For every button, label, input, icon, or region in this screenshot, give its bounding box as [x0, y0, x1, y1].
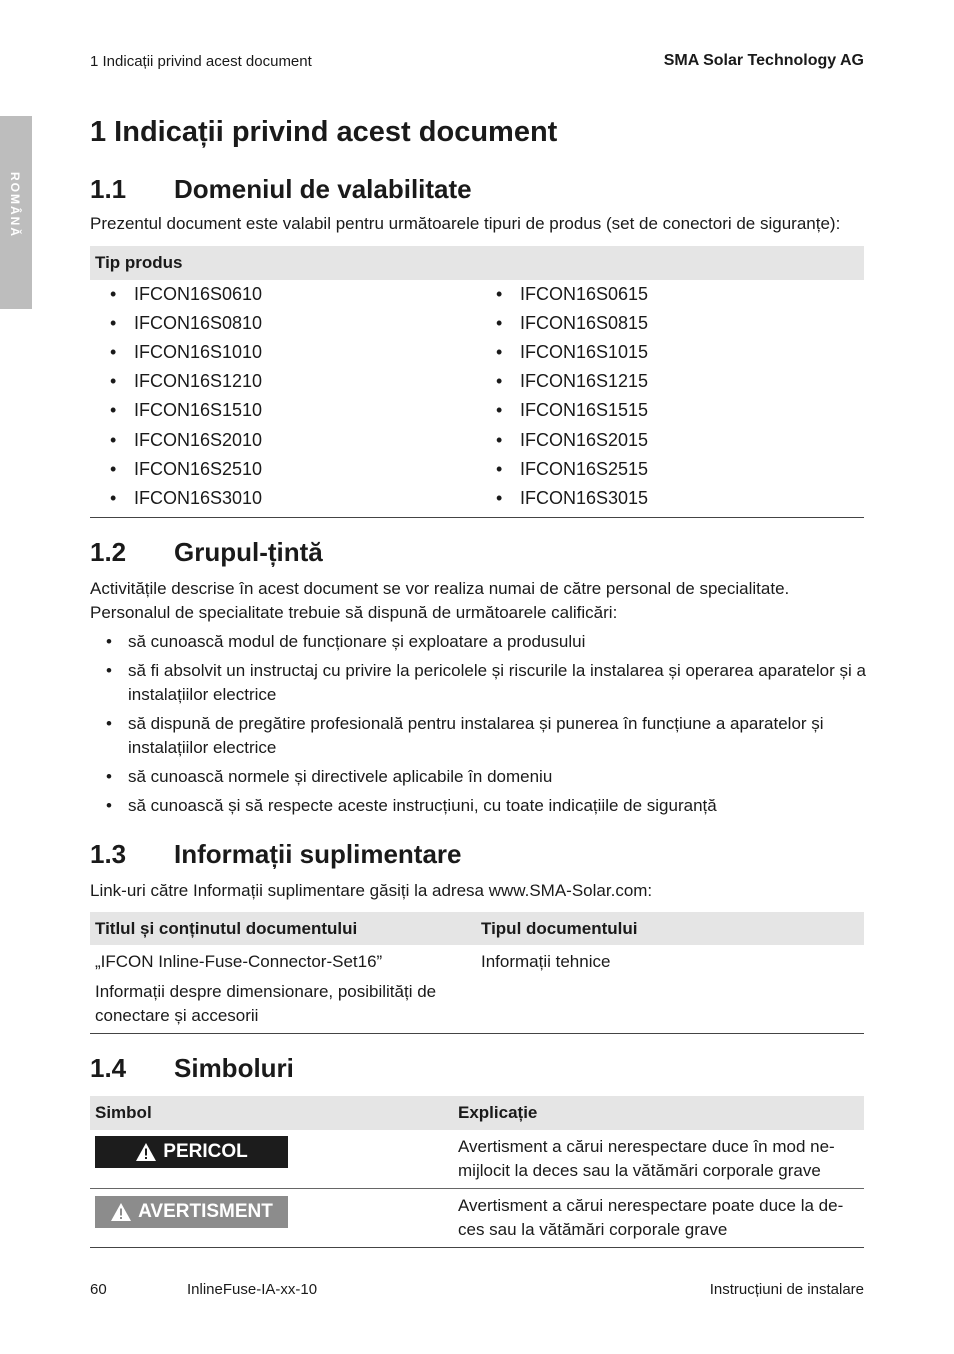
section-1-2-para1: Activitățile descrise în acest document se vor realiza numai de către personal de specialitate.	[90, 579, 790, 598]
section-1-2-heading	[90, 537, 323, 568]
product-code: IFCON16S1515	[520, 400, 649, 421]
symbols-row-rule	[90, 1188, 864, 1189]
symbols-col-explanation: Explicație	[458, 1103, 538, 1122]
document-name: „IFCON Inline-Fuse-Connector-Set16”	[95, 952, 383, 971]
list-item: • să fi absolvit un instructaj cu privire la pericolele și riscurile la instalarea și operarea aparatelor și a instalațiilor electrice	[106, 661, 866, 704]
product-code: IFCON16S1015	[520, 342, 649, 363]
running-header-company: SMA Solar Technology AG	[663, 52, 864, 69]
footer-doc-id: InlineFuse-IA-xx-10	[187, 1281, 318, 1298]
chapter-title: 1 Indicații privind acest document	[90, 116, 558, 148]
symbols-table-rule	[90, 1247, 864, 1248]
language-tab	[0, 116, 32, 309]
product-code: IFCON16S1010	[134, 342, 263, 363]
list-item: • să cunoască normele și directivele aplicabile în domeniu	[106, 767, 553, 786]
warning-triangle-icon	[110, 1202, 132, 1222]
product-code: IFCON16S0610	[134, 284, 263, 304]
product-code: IFCON16S2015	[520, 429, 649, 450]
documents-table-rule	[90, 1033, 864, 1034]
qualification-list	[106, 630, 866, 818]
section-1-1-heading	[90, 174, 472, 205]
documents-col-type: Tipul documentului	[481, 919, 638, 938]
product-code: IFCON16S3010	[134, 487, 263, 508]
product-code: IFCON16S2510	[134, 458, 263, 479]
document-description: Informații despre dimensionare, posibilități de conectare și accesorii	[95, 982, 437, 1025]
section-1-3-heading	[90, 839, 462, 870]
running-header-section: 1 Indicații privind acest document	[90, 53, 312, 70]
documents-col-title: Titlul și conținutul documentului	[95, 919, 358, 938]
product-code: IFCON16S3015	[520, 487, 649, 508]
product-code: IFCON16S1510	[134, 400, 263, 421]
product-code: IFCON16S0815	[520, 313, 649, 334]
section-number: 1.4	[90, 1053, 127, 1083]
section-1-4-heading	[90, 1053, 294, 1084]
symbols-table-header	[90, 1096, 864, 1130]
section-1-2-para2: Personalul de specialitate trebuie să dispună de următoarele calificări:	[90, 603, 618, 622]
product-code: IFCON16S1215	[520, 371, 649, 392]
product-table-rule	[90, 517, 864, 518]
danger-label: PERICOL	[163, 1141, 248, 1162]
product-table-header-label: Tip produs	[95, 253, 183, 272]
section-title: Simboluri	[174, 1053, 294, 1083]
product-code: IFCON16S2515	[520, 458, 649, 479]
danger-explanation: Avertisment a cărui nerespectare duce în mod ne-mijlocit la deces sau la vătămări corporale grave	[458, 1137, 835, 1180]
danger-signal-word	[95, 1136, 288, 1168]
list-item: • să cunoască și să respecte aceste instrucțiuni, cu toate indicațiile de siguranță	[106, 796, 717, 815]
product-code: IFCON16S0615	[520, 284, 649, 304]
product-code: IFCON16S0810	[134, 313, 263, 334]
list-item: • să cunoască modul de funcționare și exploatare a produsului	[106, 632, 586, 651]
product-code: IFCON16S1210	[134, 371, 263, 392]
page-number: 60	[90, 1281, 107, 1298]
section-1-1-intro: Prezentul document este valabil pentru următoarele tipuri de produs (set de conectori de siguranțe):	[90, 214, 841, 233]
documents-table-header	[90, 912, 864, 945]
product-code: IFCON16S2010	[134, 429, 263, 450]
warning-label: AVERTISMENT	[138, 1201, 273, 1222]
language-tab-label: ROMÂNĂ	[8, 172, 22, 238]
section-title: Domeniul de valabilitate	[174, 174, 472, 204]
product-table-header	[90, 246, 864, 280]
section-number: 1.3	[90, 839, 127, 869]
warning-triangle-icon	[135, 1142, 157, 1162]
warning-explanation: Avertisment a cărui nerespectare poate duce la de-ces sau la vătămări corporale grave	[458, 1196, 844, 1239]
section-title: Grupul-țintă	[174, 537, 323, 567]
section-number: 1.2	[90, 537, 127, 567]
warning-signal-word	[95, 1196, 288, 1228]
document-type: Informații tehnice	[481, 952, 611, 971]
section-1-3-intro: Link-uri către Informații suplimentare găsiți la adresa www.SMA-Solar.com:	[90, 881, 653, 900]
symbols-col-symbol: Simbol	[95, 1103, 152, 1122]
footer-doc-type: Instrucțiuni de instalare	[709, 1281, 864, 1298]
section-number: 1.1	[90, 174, 127, 204]
section-title: Informații suplimentare	[174, 839, 462, 869]
list-item: • să dispună de pregătire profesională pentru instalarea și punerea în funcțiune a aparatelor și instalațiilor electrice	[106, 714, 824, 757]
